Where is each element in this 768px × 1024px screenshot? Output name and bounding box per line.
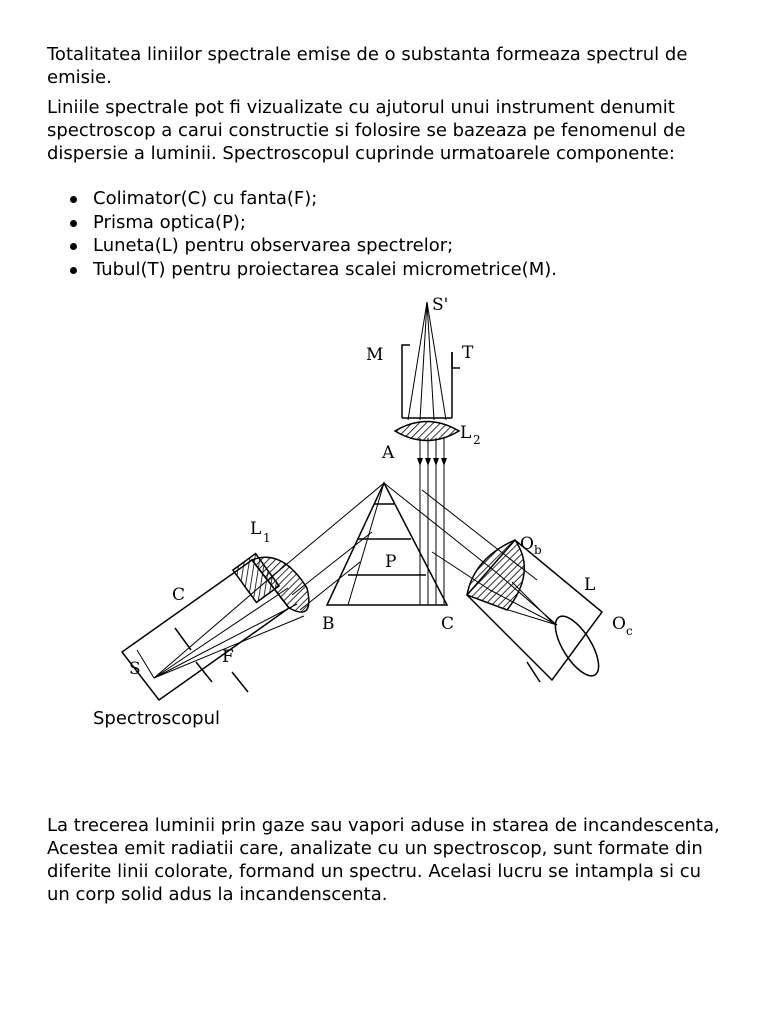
components-list [47,187,727,281]
figure-caption: Spectroscopul [93,708,221,729]
list-item: Prisma optica(P); [47,211,727,235]
slit-ticks [175,628,248,692]
label-s-prime: S' [432,295,449,315]
description-paragraph: Liniile spectrale pot fi vizualizate cu ajutorul unui instrument denumit spectroscop a carui constructie si folosire se bazeaza pe fenomenul de dispersie a luminii. Spectroscopul cuprinde urmatoarele componente: [47,97,686,164]
label-l2-sub: 2 [473,433,481,447]
list-item: Luneta(L) pentru observarea spectrelor; [47,234,727,258]
spectroscope-diagram [92,290,652,710]
label-t: T [462,343,474,363]
telescope [467,540,607,682]
label-l2: L [460,423,472,443]
label-p: P [385,552,397,572]
label-l1-sub: 1 [263,531,271,545]
label-oc: O [612,614,626,634]
label-ob: O [520,534,534,554]
label-l-tube: L [584,575,596,595]
scale-tube [395,345,460,441]
list-item: Colimator(C) cu fanta(F); [47,187,727,211]
conclusion-paragraph: La trecerea luminii prin gaze sau vapori aduse in starea de incandescenta, Acestea emit radiatii care, analizate cu un spectroscop, sunt formate din diferite linii colorate, formand un spectru. Acelasi lucru se intampla si cu un corp solid adus la incandenscenta. [47,815,720,905]
list-item: Tubul(T) pentru proiectarea scalei micrometrice(M). [47,258,727,282]
arrowheads [417,458,447,466]
label-ob-sub: b [534,543,542,557]
label-s: S [129,659,141,679]
collimator [122,554,309,700]
label-oc-sub: c [626,624,633,638]
label-a: A [382,443,395,463]
label-c-tube: C [172,585,186,605]
intro-paragraph: Totalitatea liniilor spectrale emise de o substanta formeaza spectrul de emisie. [47,44,688,88]
label-f: F [222,647,234,667]
label-l1: L [250,519,262,539]
label-c-vertex: C [441,614,455,634]
prism [327,483,447,605]
label-m: M [366,345,384,365]
label-b: B [322,614,335,634]
